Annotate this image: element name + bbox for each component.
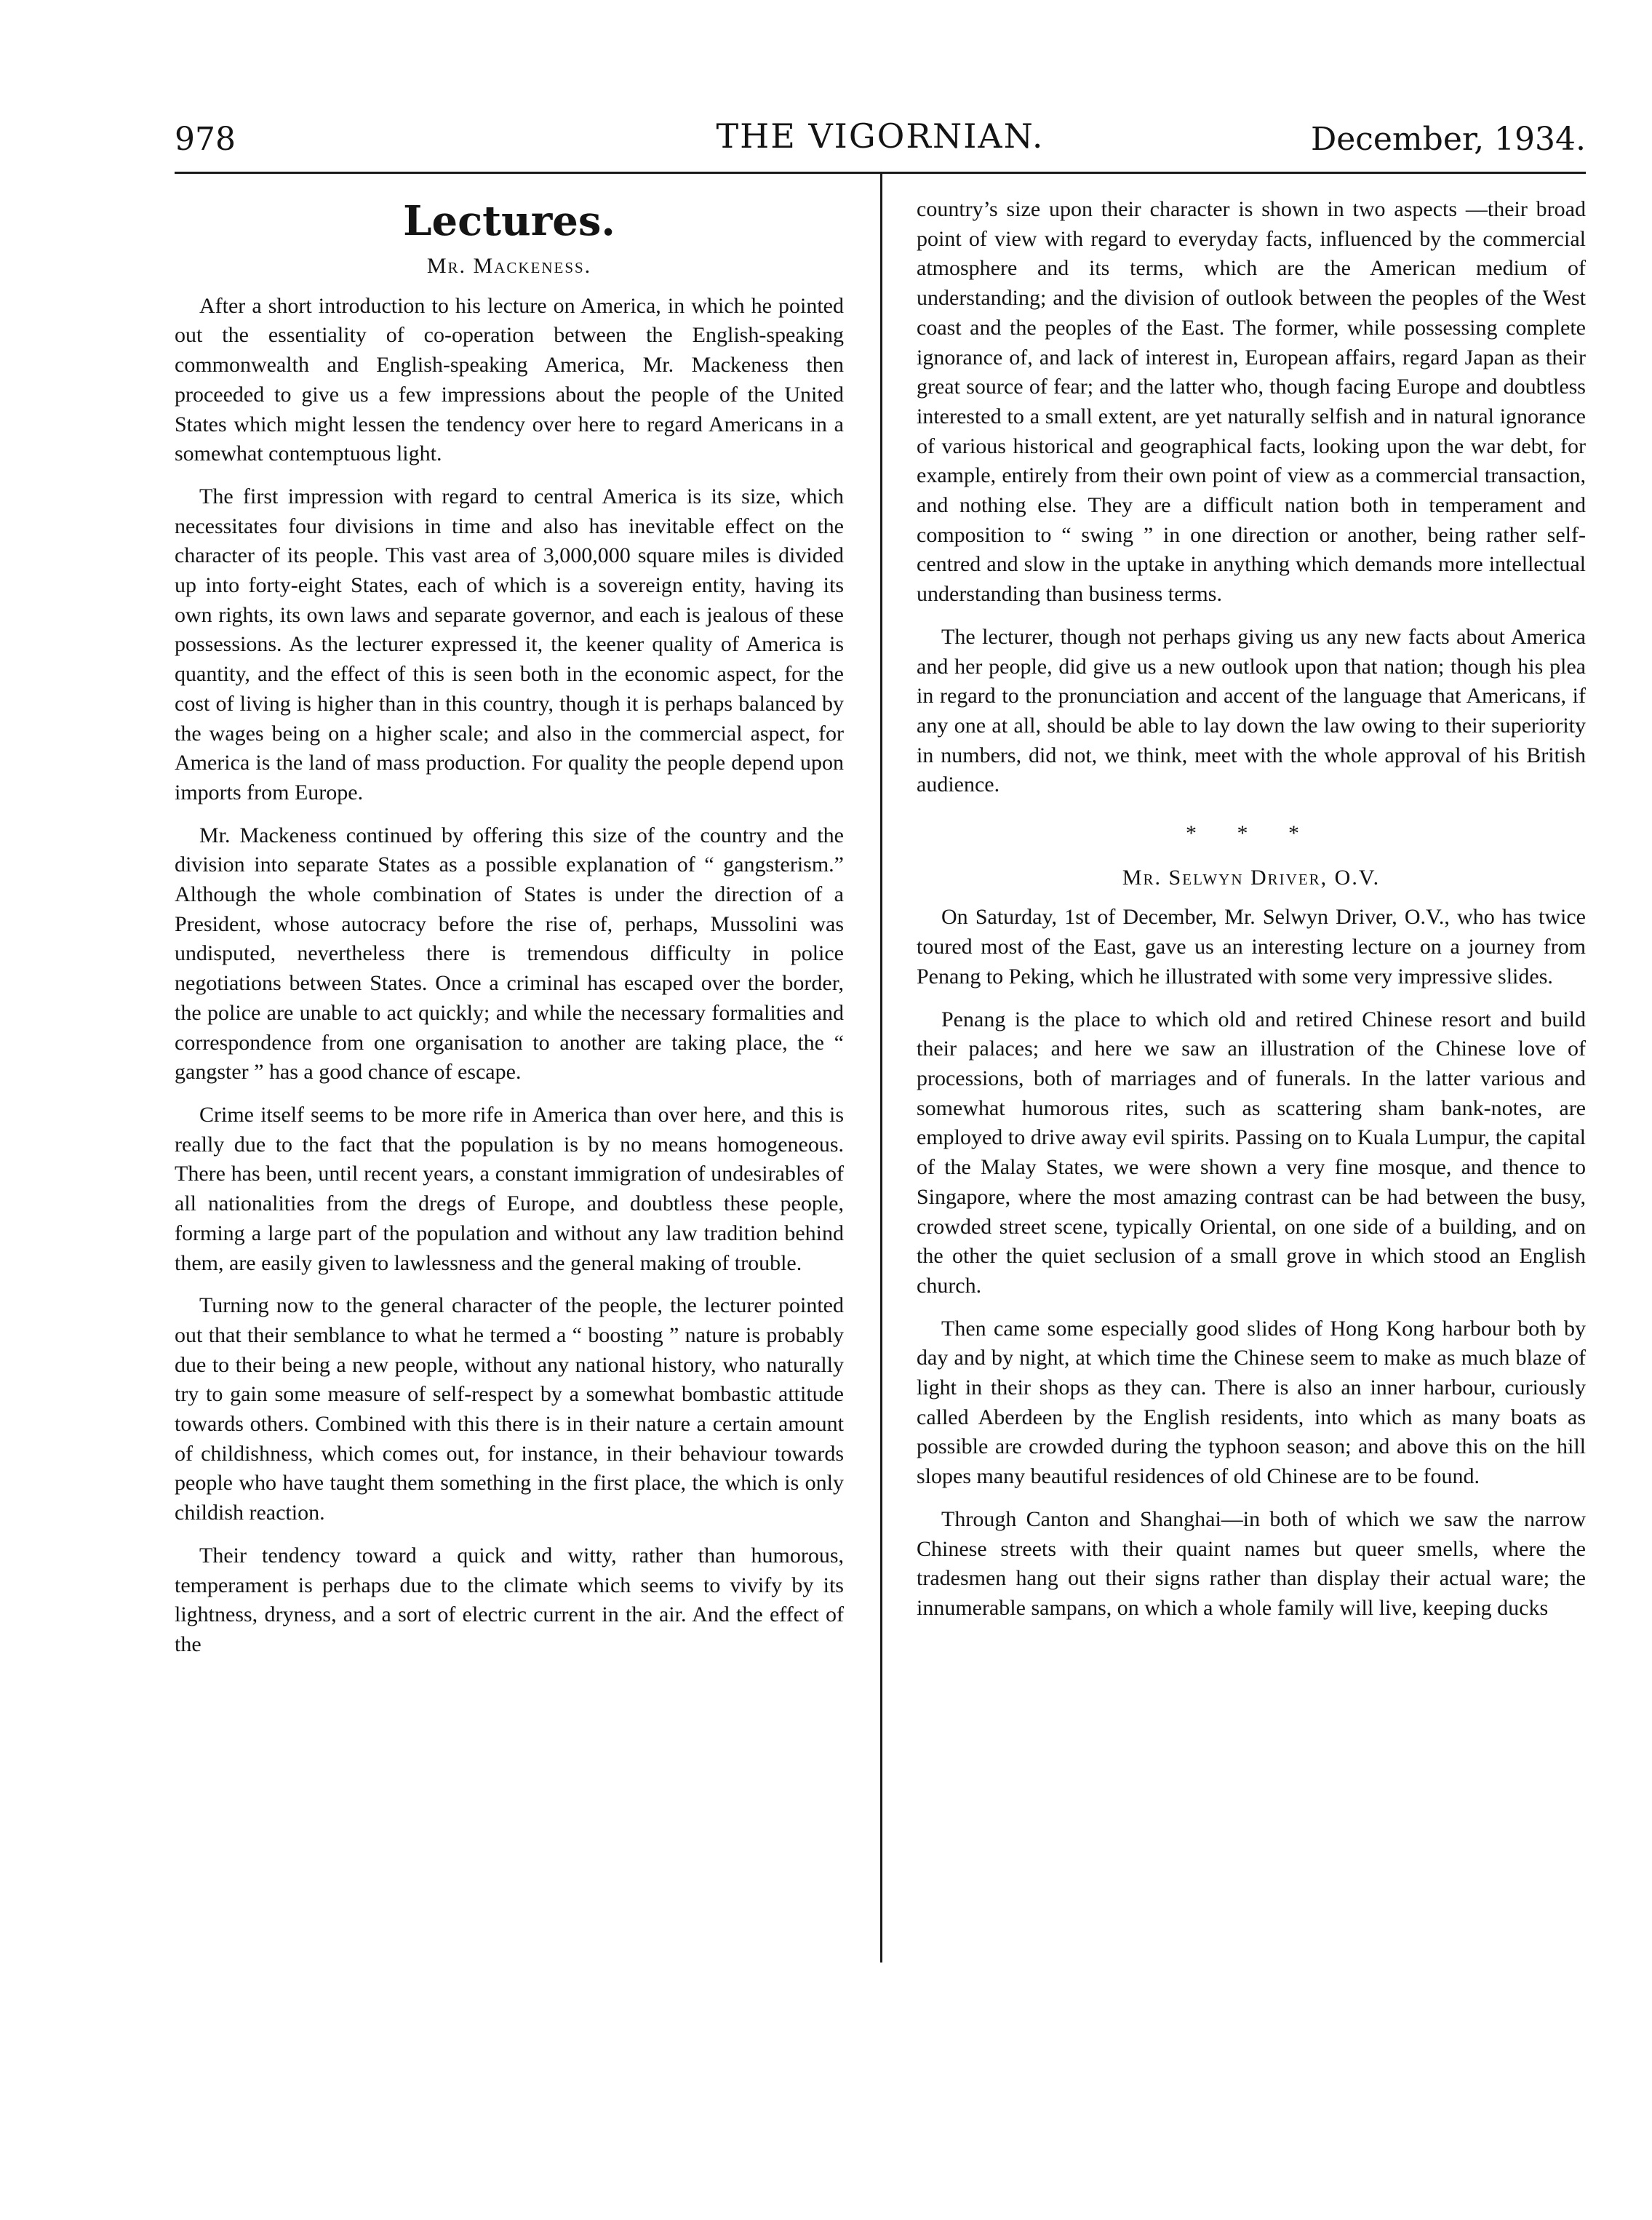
- paragraph: After a short introduction to his lecture on America, in which he pointed out the essentiality of co-operation between the English-speaking commonwealth and English-speaking America, Mr. Mackeness then proceeded to give us a few impressions about the people of the United States which might lessen the tendency over here to regard Americans in a somewhat contemptuous light.: [175, 293, 844, 466]
- column-divider: [880, 173, 882, 1963]
- section-title: Lectures.: [403, 197, 615, 245]
- section-separator: * * *: [1186, 821, 1317, 846]
- paragraph: Then came some especially good slides of Hong Kong harbour both by day and by night, at which time the Chinese seem to make as much blaze of light in their shops as they can. There is also an inner harbour, curiously called Aberdeen by the English residents, into which as many boats as possible are crowded during the typhoon season; and above this on the hill slopes many beautiful residences of old Chinese are to be found.: [917, 1316, 1586, 1489]
- paragraph: Mr. Mackeness continued by offering this size of the country and the division into separate States as a possible explanation of “ gangsterism.” Although the whole combination of States is under the direction of a President, whose autocracy before the rise of, perhaps, Mussolini was undisputed, nevertheless there is tremendous difficulty in police negotiations between States. Once a criminal has escaped over the border, the police are unable to act quickly; and while the necessary formalities and correspondence from one organisation to another are taking place, the “ gangster ” has a good chance of escape.: [175, 823, 844, 1085]
- paragraph: The lecturer, though not perhaps giving us any new facts about America and her people, did give us a new outlook upon that nation; though his plea in regard to the pronunciation and accent of the language that Americans, if any one at all, should be able to lay down the law owing to their superiority in numbers, did not, we think, meet with the whole approval of his British audience.: [917, 624, 1586, 797]
- paragraph-continuation: country’s size upon their character is shown in two aspects —their broad point of view with regard to everyday facts, influenced by the commercial atmosphere and its terms, which are the American medium of understanding; and the division of outlook between the peoples of the West coast and the peoples of the East. The former, while possessing complete ignorance of, and lack of interest in, European affairs, regard Japan as their great source of fear; and the latter who, though facing Europe and doubtless interested to a small extent, are yet naturally selfish and in natural ignorance of various historical and geographical facts, looking upon the war debt, for example, entirely from their own point of view as a commercial transaction, and nothing else. They are a difficult nation both in temperament and composition to “ swing ” in one direction or another, being rather self-centred and slow in the uptake in anything which demands more intellectual understanding than business terms.: [917, 197, 1586, 607]
- paragraph: Turning now to the general character of the people, the lecturer pointed out that their semblance to what he termed a “ boosting ” nature is probably due to their being a new people, without any national history, who naturally try to gain some measure of self-respect by a somewhat bombastic attitude towards others. Combined with this there is in their nature a certain amount of childishness, which comes out, for instance, in their behaviour towards people who have taught them something in the first place, the which is only childish reaction.: [175, 1293, 844, 1525]
- paragraph: The first impression with regard to central America is its size, which necessitates four divisions in time and also has inevitable effect on the character of its people. This vast area of 3,000,000 square miles is divided up into forty-eight States, each of which is a sovereign entity, having its own rights, its own laws and separate governor, and each is jealous of these possessions. As the lecturer expressed it, the keener quality of America is quantity, and the effect of this is seen both in the economic aspect, for the cost of living is higher than in this country, though it is perhaps balanced by the wages being on a higher scale; and also in the commercial aspect, for America is the land of mass production. For quality the people depend upon imports from Europe.: [175, 484, 844, 804]
- lecture-speaker-heading: Mr. Mackeness.: [426, 254, 592, 278]
- issue-date: December, 1934.: [1310, 121, 1586, 158]
- paragraph: Crime itself seems to be more rife in America than over here, and this is really due to the fact that the population is by no means homogeneous. There has been, until recent years, a constant immigration of undesirables of all nationalities from the dregs of Europe, and doubtless these people, forming a large part of the population and without any law tradition behind them, are easily given to lawlessness and the general making of trouble.: [175, 1102, 844, 1275]
- right-column: [917, 195, 1586, 1637]
- paragraph: Their tendency toward a quick and witty, rather than humorous, temperament is perhaps due to the climate which seems to vivify by its lightness, dryness, and a sort of electric current in the air. And the effect of the: [175, 1543, 844, 1656]
- publication-title: THE VIGORNIAN.: [716, 116, 1045, 156]
- lecture-speaker-heading: Mr. Selwyn Driver, O.V.: [1122, 865, 1381, 890]
- page-number: 978: [175, 121, 236, 158]
- paragraph: On Saturday, 1st of December, Mr. Selwyn Driver, O.V., who has twice toured most of the East, gave us an interesting lecture on a journey from Penang to Peking, which he illustrated with some very impressive slides.: [917, 905, 1586, 989]
- running-header: [175, 116, 1586, 175]
- left-column: [175, 191, 844, 1673]
- paragraph: Through Canton and Shanghai—in both of which we saw the narrow Chinese streets with their quaint names but queer smells, where the tradesmen hang out their signs rather than display their actual ware; the innumerable sampans, on which a whole family will live, keeping ducks: [917, 1506, 1586, 1620]
- paragraph: Penang is the place to which old and retired Chinese resort and build their palaces; and here we saw an illustration of the Chinese love of processions, both of marriages and of funerals. In the latter various and somewhat humorous rites, such as scattering sham bank-notes, are employed to drive away evil spirits. Passing on to Kuala Lumpur, the capital of the Malay States, we were shown a very fine mosque, and thence to Singapore, where the most amazing contrast can be had between the busy, crowded street scene, typically Oriental, on one side of a building, and on the other the quiet seclusion of a small grove in which stood an English church.: [917, 1007, 1586, 1298]
